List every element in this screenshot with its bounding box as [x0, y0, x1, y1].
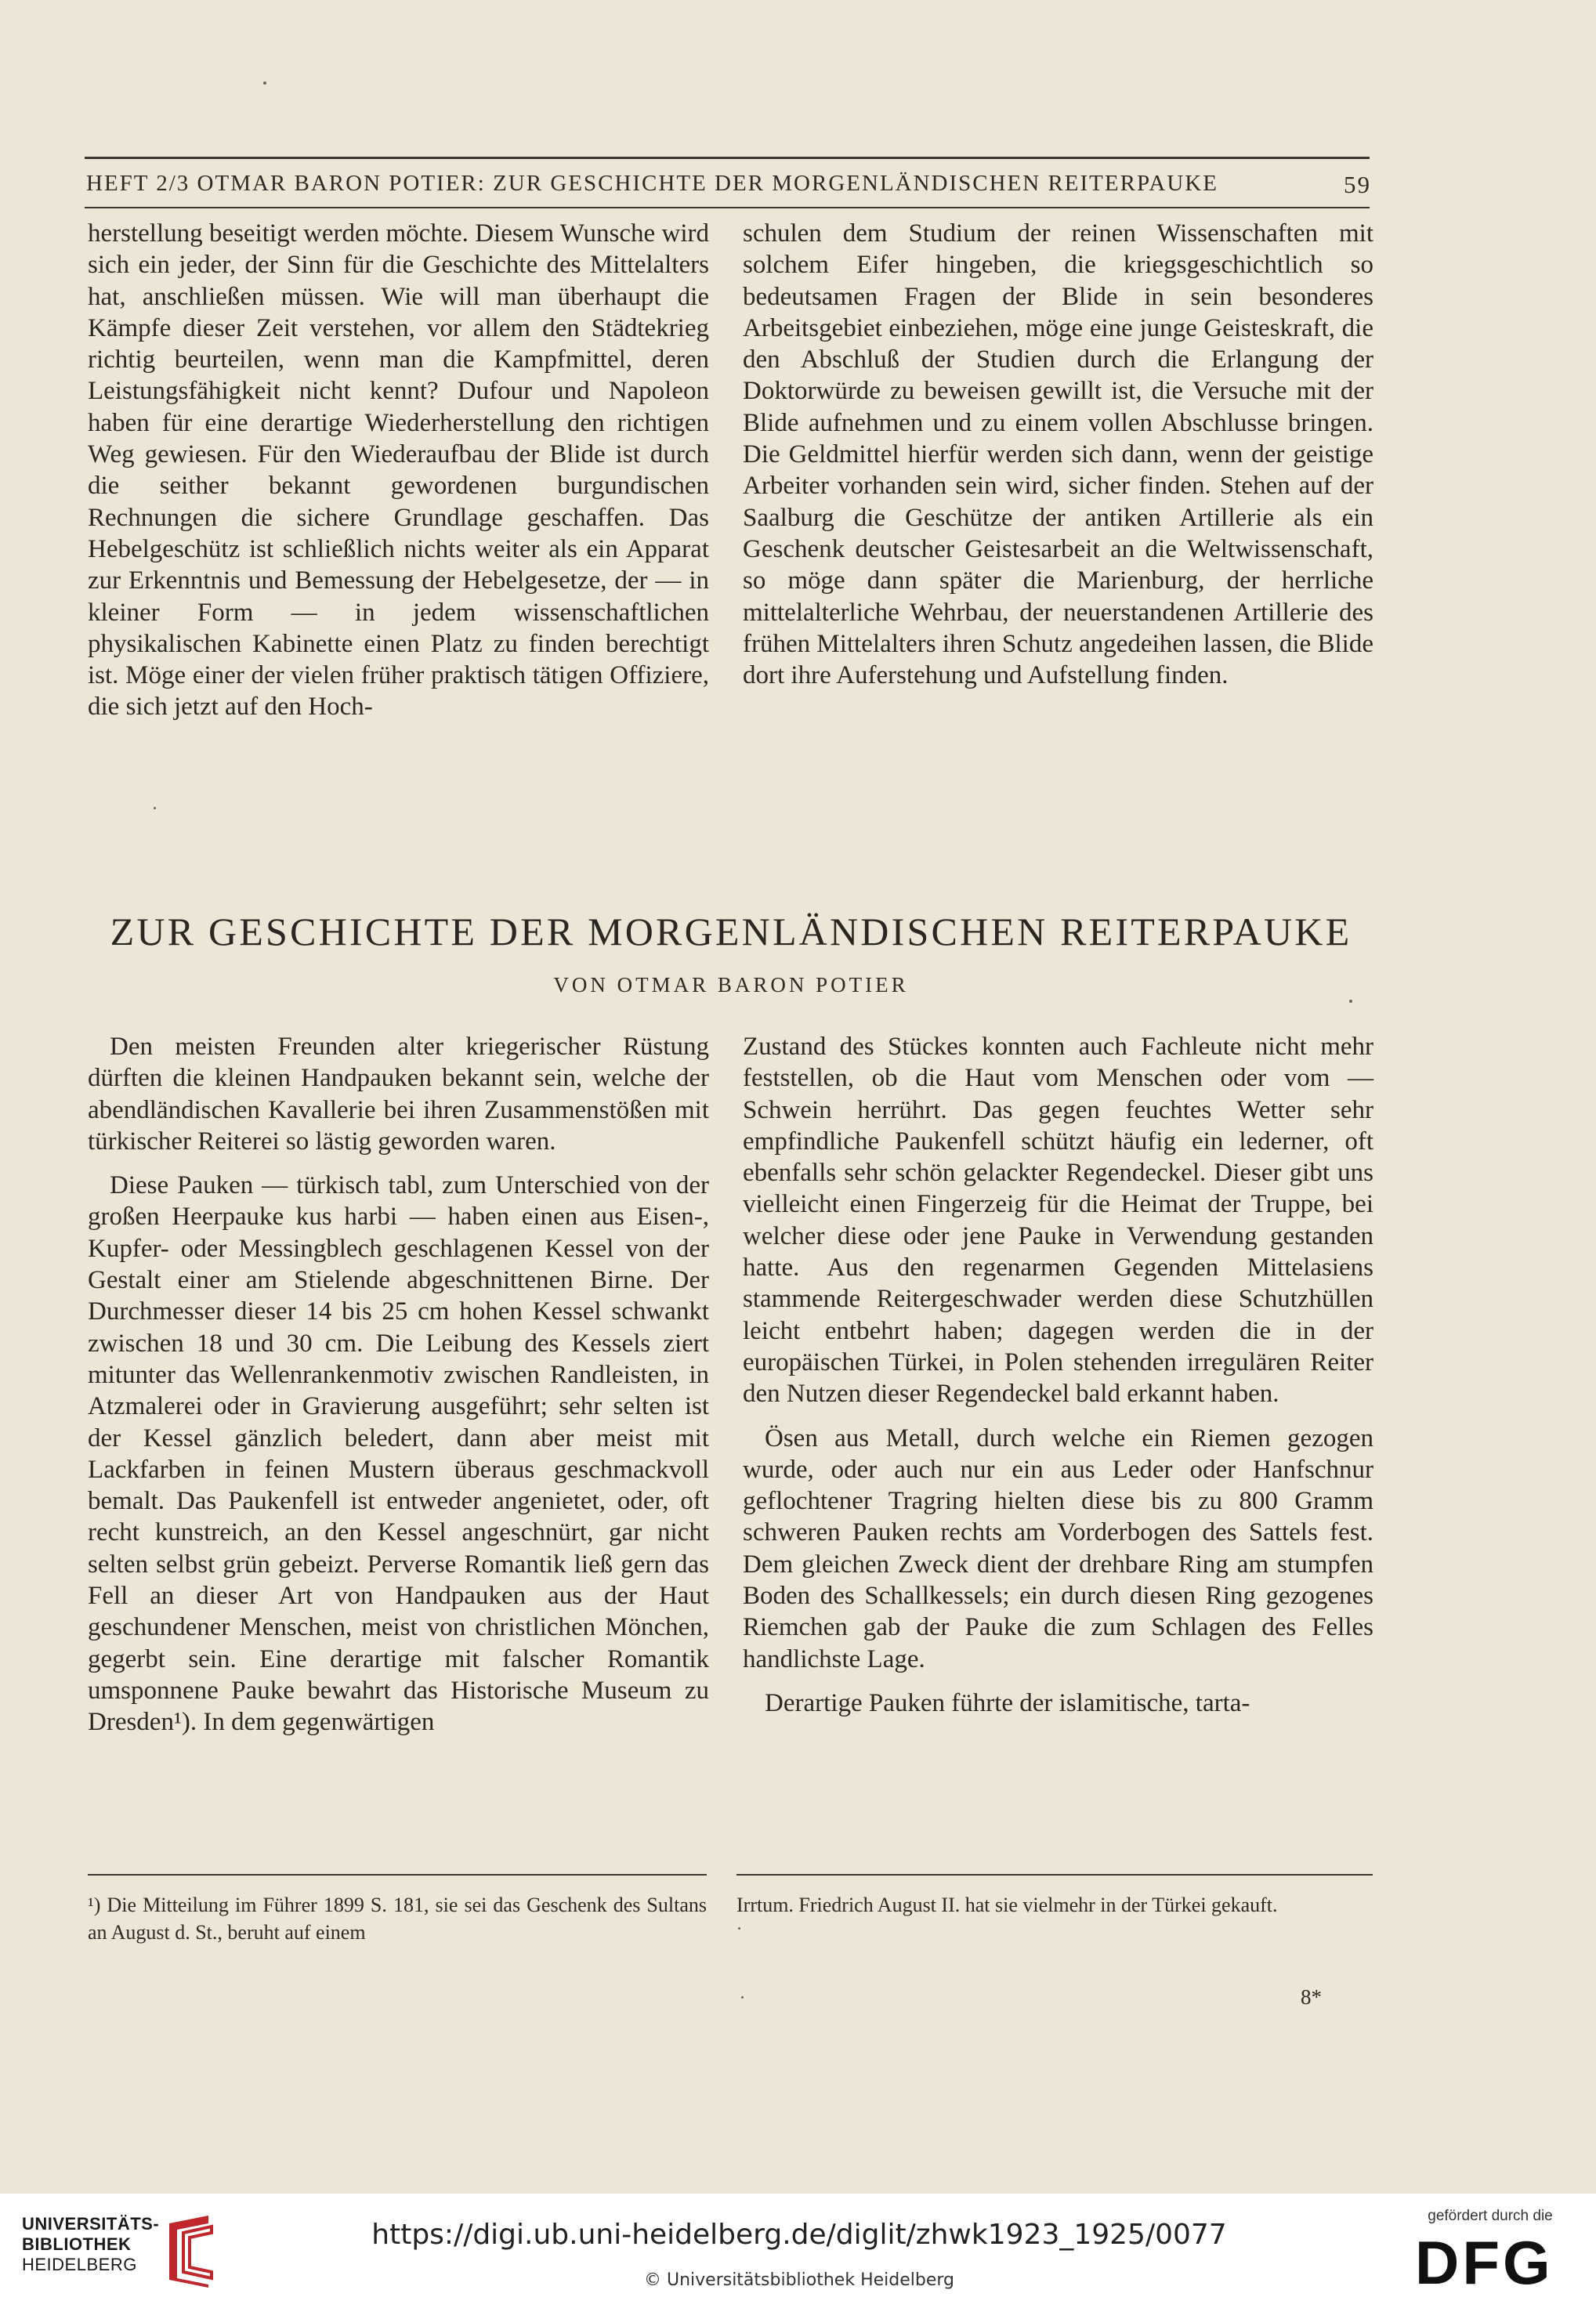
paragraph: herstellung beseitigt werden möchte. Diesem Wunsche wird sich ein jeder, der Sinn für die Geschichte des Mittelalters hat, anschließen müssen. Wie will man überhaupt die Kämpfe dieser Zeit verstehen, vor allem den Städtekrieg richtig beurteilen, wenn man die Kampfmittel, deren Leistungsfähigkeit nicht kennt? Dufour und Napoleon haben für eine derartige Wiederherstellung den richtigen Weg gewiesen. Für den Wiederaufbau der Blide ist durch die seither bekannt gewordenen burgundischen Rechnungen die sichere Grundlage geschaffen. Das Hebelgeschütz ist schließlich nichts weiter als ein Apparat zur Erkenntnis und Bemessung der Hebelgesetze, der — in kleiner Form — in jedem wissenschaftlichen physikalischen Kabinette einen Platz zu finden berechtigt ist. Möge einer der vielen früher praktisch tätigen Offiziere, die sich jetzt auf den Hoch- — [88, 219, 709, 722]
paper-speck — [741, 1996, 744, 1999]
running-head-title: HEFT 2/3 OTMAR BARON POTIER: ZUR GESCHICHTE DER MORGENLÄNDISCHEN REITERPAUKE — [86, 171, 1218, 196]
paragraph: Ösen aus Metall, durch welche ein Riemen gezogen wurde, oder auch nur ein aus Leder oder Hanfschnur geflochtener Tragring hielten diese bis zu 800 Gramm schweren Pauken rechts am Vorderbogen des Sattels fest. Dem gleichen Zweck dient der drehbare Ring am stumpfen Boden des Schallkessels; ein durch diesen Ring gezogenes Riemchen gab der Pauke die zum Schlagen des Felles handlichste Lage. — [743, 1424, 1373, 1673]
paper-speck — [263, 81, 266, 85]
footnote-rule-right — [736, 1874, 1373, 1876]
footnote-text: Irrtum. Friedrich August II. hat sie vielmehr in der Türkei gekauft. — [736, 1894, 1278, 1916]
footer-bar — [0, 2194, 1596, 2308]
paper-speck — [738, 1927, 740, 1930]
footnote-right — [736, 1891, 1373, 1919]
library-name-line: HEIDELBERG — [22, 2255, 137, 2274]
bottom-left-column — [88, 1031, 709, 1738]
article-title: ZUR GESCHICHTE DER MORGENLÄNDISCHEN REITERPAUKE — [110, 910, 1352, 953]
funding-caption: gefördert durch die — [1428, 2208, 1553, 2224]
paragraph: Diese Pauken — türkisch tabl, zum Unterschied von der großen Heerpauke kus harbi — haben einen aus Eisen-, Kupfer- oder Messingblech geschlagenen Kessel von der Gestalt einer am Stielende abgeschnittenen Birne. Der Durchmesser dieser 14 bis 25 cm hohen Kessel schwankt zwischen 18 und 30 cm. Die Leibung des Kessels ziert mitunter das Wellenrankenmotiv zwischen Randleisten, in Atzmalerei oder in Gravierung ausgeführt; sehr selten ist der Kessel gänzlich beledert, dann aber meist mit Lackfarben in feinen Mustern überaus geschmackvoll bemalt. Das Paukenfell ist entweder angenietet, oder, oft recht kunstreich, an den Kessel angeschnürt, gar nicht selten selbst grün gebeizt. Perverse Romantik ließ gern das Fell an dieser Art von Handpauken aus der Haut geschundener Menschen, meist von christlichen Mönchen, gegerbt sein. Eine derartige mit falscher Romantik umsponnene Pauke bewahrt das Historische Museum zu Dresden¹). In dem gegenwärtigen — [88, 1171, 709, 1737]
paragraph: Derartige Pauken führte der islamitische, tarta- — [765, 1688, 1250, 1717]
document-link[interactable]: https://digi.ub.uni-heidelberg.de/diglit/zhwk1923_1925/0077 — [371, 2219, 1227, 2251]
paper-speck — [1349, 1000, 1352, 1003]
copyright-notice: © Universitätsbibliothek Heidelberg — [643, 2270, 954, 2290]
top-right-column — [743, 218, 1373, 691]
paragraph: Zustand des Stückes konnten auch Fachleute nicht mehr feststellen, ob die Haut vom Menschen oder vom — Schwein herrührt. Das gegen feuchtes Wetter sehr empfindliche Paukenfell schützt häufig ein lederner, oft ebenfalls sehr schön gelackter Regendeckel. Dieser gibt uns vielleicht einen Fingerzeig für die Heimat der Truppe, bei welcher diese oder jene Pauke in Verwendung gestanden hatte. Aus den regenarmen Gegenden Mittelasiens stammende Reitergeschwader werden diese Schutzhüllen leicht entbehrt haben; dagegen werden die in der europäischen Türkei, in Polen stehenden irregulären Reiter den Nutzen dieser Regendeckel bald erkannt haben. — [743, 1033, 1373, 1409]
paragraph: schulen dem Studium der reinen Wissenschaften mit solchem Eifer hingeben, die kriegsgeschichtlich so bedeutsamen Fragen der Blide in sein besonderes Arbeitsgebiet einbeziehen, möge eine junge Geisteskraft, die den Abschluß der Studien durch die Erlangung der Doktorwürde zu beweisen gewillt ist, die Versuche mit der Blide aufnehmen und zu einem vollen Abschlusse bringen. Die Geldmittel hierfür werden sich dann, wenn der geistige Arbeiter vorhanden sein wird, sicher finden. Stehen auf der Saalburg die Geschütze der antiken Artillerie als ein Geschenk deutscher Geistesarbeit an die Weltwissenschaft, so möge dann später die Marienburg, der herrliche mittelalterliche Wehrbau, der neuerstandenen Artillerie des frühen Mittelalters ihren Schutz angedeihen lassen, die Blide dort ihre Auferstehung und Aufstellung finden. — [743, 219, 1373, 690]
header-rule-bottom — [85, 207, 1370, 208]
library-logo-text — [22, 2214, 160, 2275]
signature-mark: 8* — [1301, 1985, 1322, 2009]
footnote-left — [88, 1891, 707, 1946]
header-rule-top — [85, 157, 1370, 159]
library-name-line: UNIVERSITÄTS- — [22, 2214, 160, 2234]
top-left-column — [88, 218, 709, 723]
library-logo-icon — [154, 2212, 224, 2289]
dfg-logo: DFG — [1415, 2228, 1554, 2297]
paragraph: Den meisten Freunden alter kriegerischer Rüstung dürften die kleinen Handpauken bekannt sein, welche der abendländischen Kavallerie bei ihren Zusammenstößen mit türkischer Reiterei so lästig geworden waren. — [88, 1033, 709, 1156]
article-byline: VON OTMAR BARON POTIER — [553, 973, 909, 997]
footnote-text: ¹) Die Mitteilung im Führer 1899 S. 181, sie sei das Geschenk des Sultans an August d. St., beruht auf einem — [88, 1894, 707, 1944]
library-name-line: BIBLIOTHEK — [22, 2234, 132, 2254]
page-number: 59 — [1344, 171, 1371, 198]
bottom-right-column — [743, 1031, 1373, 1719]
running-head — [86, 171, 1371, 202]
footnote-rule-left — [88, 1874, 707, 1876]
paper-speck — [154, 807, 156, 809]
